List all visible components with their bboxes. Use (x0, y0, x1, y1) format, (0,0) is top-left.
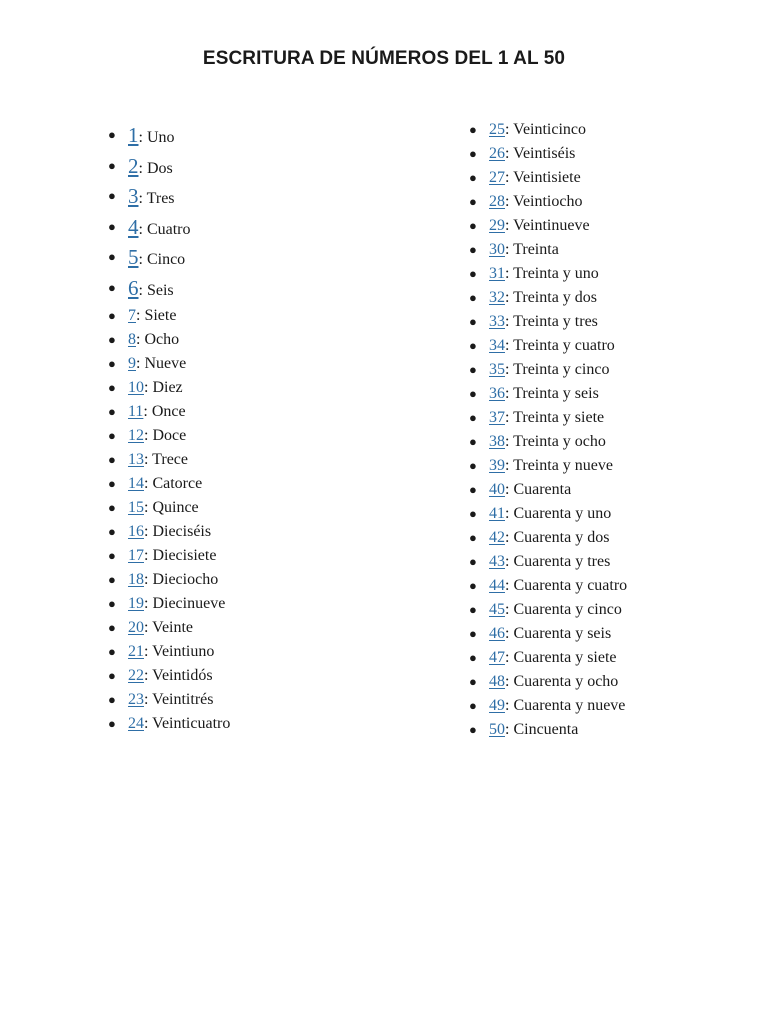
bullet-icon: ● (469, 338, 477, 353)
list-item: ● 28: Veintiocho (489, 190, 627, 214)
number-link[interactable]: 9 (128, 354, 136, 372)
numbers-list-right (469, 118, 628, 742)
number-link[interactable]: 21 (128, 642, 144, 660)
number-word: Dieciséis (152, 522, 212, 540)
list-item: ● 11: Once (128, 400, 230, 424)
list-item: ● 19: Diecinueve (128, 592, 230, 616)
number-word: Cuarenta y cinco (513, 601, 622, 618)
number-word: Treinta y ocho (513, 433, 606, 450)
list-item: ● 6: Seis (128, 273, 230, 304)
bullet-icon: ● (469, 434, 477, 449)
bullet-icon: ● (108, 523, 116, 539)
number-word: Treinta y uno (513, 265, 599, 282)
number-link[interactable]: 32 (489, 289, 505, 306)
bullet-icon: ● (469, 146, 477, 161)
number-link[interactable]: 41 (489, 505, 505, 522)
list-item: ● 16: Dieciséis (128, 520, 230, 544)
list-item: ● 27: Veintisiete (489, 166, 627, 190)
number-word: Cuarenta y nueve (513, 697, 626, 714)
bullet-icon: ● (108, 279, 116, 295)
number-word: Veintiséis (513, 145, 576, 162)
list-item: ● 42: Cuarenta y dos (489, 526, 627, 550)
bullet-icon: ● (108, 475, 116, 491)
list-item: ● 32: Treinta y dos (489, 286, 627, 310)
number-link[interactable]: 25 (489, 121, 505, 138)
list-item: ● 31: Treinta y uno (489, 262, 627, 286)
bullet-icon: ● (469, 290, 477, 305)
number-word: Seis (146, 281, 174, 299)
number-word: Quince (152, 498, 199, 516)
list-item: ● 3: Tres (128, 181, 230, 212)
bullet-icon: ● (469, 170, 477, 185)
number-word: Treinta y cuatro (513, 337, 615, 354)
list-item: ● 39: Treinta y nueve (489, 454, 627, 478)
number-link[interactable]: 14 (128, 474, 144, 492)
number-word: Doce (152, 426, 187, 444)
bullet-icon: ● (108, 379, 116, 395)
number-word: Veintiocho (513, 193, 583, 210)
number-link[interactable]: 34 (489, 337, 505, 354)
number-link[interactable]: 10 (128, 378, 144, 396)
number-link[interactable]: 46 (489, 625, 505, 642)
number-word: Cincuenta (513, 721, 579, 738)
number-link[interactable]: 47 (489, 649, 505, 666)
bullet-icon: ● (469, 698, 477, 713)
list-item: ● 5: Cinco (128, 242, 230, 273)
number-link[interactable]: 27 (489, 169, 505, 186)
number-word: Treinta (513, 241, 559, 258)
number-word: Cuarenta y seis (513, 625, 612, 642)
number-link[interactable]: 26 (489, 145, 505, 162)
list-item: ● 15: Quince (128, 496, 230, 520)
list-item: ● 9: Nueve (128, 352, 230, 376)
number-link[interactable]: 31 (489, 265, 505, 282)
number-word: Diecinueve (152, 594, 226, 612)
number-link[interactable]: 1 (128, 123, 139, 147)
list-item: ● 22: Veintidós (128, 664, 230, 688)
number-link[interactable]: 12 (128, 426, 144, 444)
list-item: ● 47: Cuarenta y siete (489, 646, 627, 670)
number-link[interactable]: 48 (489, 673, 505, 690)
number-word: Ocho (144, 330, 180, 348)
number-word: Treinta y siete (513, 409, 605, 426)
bullet-icon: ● (108, 427, 116, 443)
list-item: ● 49: Cuarenta y nueve (489, 694, 627, 718)
list-item: ● 7: Siete (128, 304, 230, 328)
bullet-icon: ● (469, 578, 477, 593)
bullet-icon: ● (108, 188, 116, 204)
number-word: Cuarenta y ocho (513, 673, 619, 690)
bullet-icon: ● (108, 571, 116, 587)
number-link[interactable]: 37 (489, 409, 505, 426)
bullet-icon: ● (108, 403, 116, 419)
number-word: Cuarenta y siete (513, 649, 617, 666)
number-word: Catorce (152, 474, 203, 492)
number-link[interactable]: 35 (489, 361, 505, 378)
list-item: ● 12: Doce (128, 424, 230, 448)
number-word: Veinticuatro (152, 714, 231, 732)
list-item: ● 17: Diecisiete (128, 544, 230, 568)
number-word: Dieciocho (152, 570, 219, 588)
number-link[interactable]: 3 (128, 184, 139, 209)
bullet-icon: ● (469, 266, 477, 281)
number-word: Cuatro (146, 220, 191, 238)
number-link[interactable]: 44 (489, 577, 505, 594)
number-link[interactable]: 22 (128, 666, 144, 684)
bullet-icon: ● (469, 482, 477, 497)
number-word: Treinta y cinco (513, 361, 610, 378)
bullet-icon: ● (469, 242, 477, 257)
bullet-icon: ● (108, 127, 116, 142)
bullet-icon: ● (469, 554, 477, 569)
bullet-icon: ● (469, 194, 477, 209)
number-link[interactable]: 5 (128, 245, 139, 270)
list-item: ● 48: Cuarenta y ocho (489, 670, 627, 694)
bullet-icon: ● (469, 602, 477, 617)
bullet-icon: ● (469, 722, 477, 737)
number-link[interactable]: 50 (489, 721, 505, 738)
list-item: ● 18: Dieciocho (128, 568, 230, 592)
number-link[interactable]: 29 (489, 217, 505, 234)
list-item: ● 34: Treinta y cuatro (489, 334, 627, 358)
bullet-icon: ● (469, 626, 477, 641)
list-item: ● 25: Veinticinco (489, 118, 627, 142)
bullet-icon: ● (108, 307, 116, 323)
number-word: Siete (144, 306, 177, 324)
bullet-icon: ● (108, 249, 116, 265)
number-word: Nueve (144, 354, 187, 372)
number-link[interactable]: 11 (128, 402, 144, 420)
number-word: Veinte (152, 618, 194, 636)
number-word: Cuarenta y cuatro (513, 577, 628, 594)
number-link[interactable]: 2 (128, 153, 139, 178)
bullet-icon: ● (108, 157, 116, 173)
number-link[interactable]: 18 (128, 570, 144, 588)
number-word: Once (151, 402, 186, 420)
list-item: ● 26: Veintiséis (489, 142, 627, 166)
number-word: Veinticinco (513, 121, 587, 138)
bullet-icon: ● (469, 410, 477, 425)
bullet-icon: ● (108, 715, 116, 731)
bullet-icon: ● (108, 451, 116, 467)
list-item: ● 20: Veinte (128, 616, 230, 640)
list-item: ● 2: Dos (128, 151, 230, 182)
number-word: Uno (146, 129, 175, 146)
list-item: ● 50: Cincuenta (489, 718, 627, 742)
bullet-icon: ● (469, 650, 477, 665)
list-item: ● 43: Cuarenta y tres (489, 550, 627, 574)
list-item: ● 40: Cuarenta (489, 478, 627, 502)
number-link[interactable]: 20 (128, 618, 144, 636)
list-item: ● 45: Cuarenta y cinco (489, 598, 627, 622)
number-link[interactable]: 7 (128, 306, 136, 324)
number-word: Veintisiete (513, 169, 581, 186)
number-word: Dos (146, 159, 173, 177)
bullet-icon: ● (108, 643, 116, 659)
bullet-icon: ● (108, 218, 116, 234)
page-title: ESCRITURA DE NÚMEROS DEL 1 AL 50 (202, 48, 566, 69)
number-word: Treinta y dos (513, 289, 598, 306)
bullet-icon: ● (469, 314, 477, 329)
list-item: ● 30: Treinta (489, 238, 627, 262)
number-word: Cuarenta y tres (513, 553, 611, 570)
bullet-icon: ● (108, 499, 116, 515)
bullet-icon: ● (108, 547, 116, 563)
bullet-icon: ● (108, 595, 116, 611)
number-link[interactable]: 24 (128, 714, 144, 732)
list-item: ● 23: Veintitrés (128, 688, 230, 712)
number-link[interactable]: 45 (489, 601, 505, 618)
list-item: ● 29: Veintinueve (489, 214, 627, 238)
list-item: ● 13: Trece (128, 448, 230, 472)
bullet-icon: ● (469, 218, 477, 233)
bullet-icon: ● (469, 674, 477, 689)
number-word: Veintidós (152, 666, 213, 684)
bullet-icon: ● (469, 530, 477, 545)
bullet-icon: ● (108, 331, 116, 347)
list-item: ● 14: Catorce (128, 472, 230, 496)
number-word: Trece (152, 450, 188, 468)
bullet-icon: ● (108, 619, 116, 635)
number-link[interactable]: 19 (128, 594, 144, 612)
number-link[interactable]: 28 (489, 193, 505, 210)
number-word: Cuarenta y uno (513, 505, 612, 522)
bullet-icon: ● (469, 506, 477, 521)
number-link[interactable]: 13 (128, 450, 144, 468)
bullet-icon: ● (469, 122, 477, 137)
number-word: Diecisiete (152, 546, 217, 564)
list-item: ● 35: Treinta y cinco (489, 358, 627, 382)
number-link[interactable]: 42 (489, 529, 505, 546)
number-word: Cuarenta (513, 481, 572, 498)
list-item: ● 21: Veintiuno (128, 640, 230, 664)
list-item: ● 4: Cuatro (128, 212, 230, 243)
number-word: Tres (146, 190, 175, 208)
list-item: ● 10: Diez (128, 376, 230, 400)
number-link[interactable]: 36 (489, 385, 505, 402)
number-link[interactable]: 33 (489, 313, 505, 330)
number-word: Cuarenta y dos (513, 529, 610, 546)
number-link[interactable]: 39 (489, 457, 505, 474)
list-item: ● 1: Uno (128, 120, 230, 151)
bullet-icon: ● (469, 458, 477, 473)
bullet-icon: ● (108, 355, 116, 371)
number-link[interactable]: 43 (489, 553, 505, 570)
list-item: ● 38: Treinta y ocho (489, 430, 627, 454)
list-item: ● 36: Treinta y seis (489, 382, 627, 406)
number-word: Veintitrés (152, 690, 214, 708)
number-link[interactable]: 23 (128, 690, 144, 708)
number-link[interactable]: 38 (489, 433, 505, 450)
bullet-icon: ● (469, 386, 477, 401)
bullet-icon: ● (108, 667, 116, 683)
numbers-list-left (108, 120, 231, 736)
number-link[interactable]: 15 (128, 498, 144, 516)
number-word: Cinco (146, 251, 186, 269)
number-link[interactable]: 16 (128, 522, 144, 540)
bullet-icon: ● (108, 691, 116, 707)
number-link[interactable]: 4 (128, 214, 139, 239)
list-item: ● 44: Cuarenta y cuatro (489, 574, 627, 598)
list-item: ● 24: Veinticuatro (128, 712, 230, 736)
number-link[interactable]: 40 (489, 481, 505, 498)
list-item: ● 41: Cuarenta y uno (489, 502, 627, 526)
list-item: ● 33: Treinta y tres (489, 310, 627, 334)
number-word: Veintiuno (152, 642, 215, 660)
list-item: ● 37: Treinta y siete (489, 406, 627, 430)
number-link[interactable]: 17 (128, 546, 144, 564)
list-item: ● 8: Ocho (128, 328, 230, 352)
number-word: Treinta y tres (513, 313, 598, 330)
number-word: Treinta y nueve (513, 457, 613, 474)
bullet-icon: ● (469, 362, 477, 377)
number-word: Diez (152, 378, 183, 396)
number-word: Veintinueve (513, 217, 590, 234)
number-word: Treinta y seis (513, 385, 599, 402)
number-link[interactable]: 8 (128, 330, 136, 348)
number-link[interactable]: 6 (128, 275, 139, 300)
number-link[interactable]: 30 (489, 241, 505, 258)
list-item: ● 46: Cuarenta y seis (489, 622, 627, 646)
number-link[interactable]: 49 (489, 697, 505, 714)
